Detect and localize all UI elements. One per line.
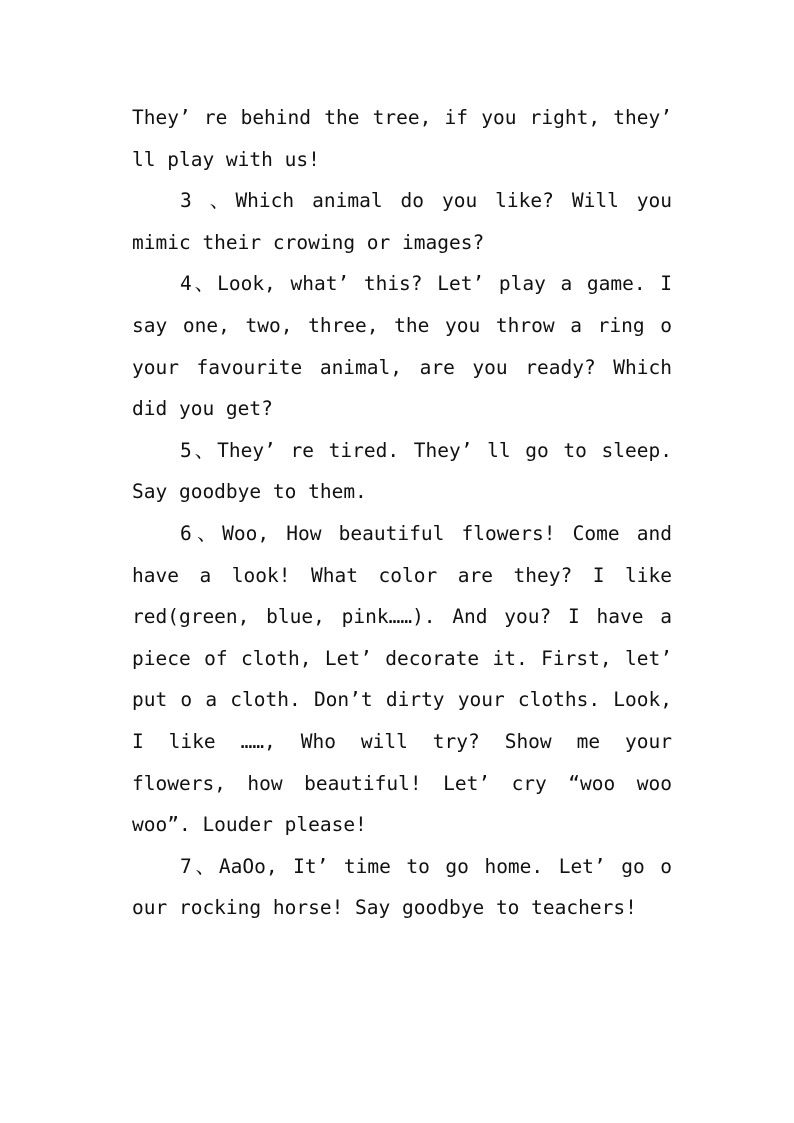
paragraph-item-4: 4、Look, what’ this? Let’ play a game. I say one, two, three, the you throw a ring o your favourite animal, are you ready? Which did you get? — [132, 272, 672, 421]
paragraph-item-6: 6、Woo, How beautiful flowers! Come and have a look! What color are they? I like red(green, blue, pink……). And you? I have a piece of cloth, Let’ decorate it. First, let’ put o a cloth. Don’t dirty your cloths. Look, I like ……, Who will try? Show me your flowers, how beautiful! Let’ cry “woo woo woo”. Louder please! — [132, 521, 672, 837]
paragraph-item-7: 7、AaOo, It’ time to go home. Let’ go o our rocking horse! Say goodbye to teachers! — [132, 854, 672, 920]
paragraph-item-3: 3 、Which animal do you like? Will you mimic their crowing or images? — [132, 189, 672, 254]
paragraph-intro: They’ re behind the tree, if you right, they’ ll play with us! — [132, 106, 672, 171]
paragraph-item-5: 5、They’ re tired. They’ ll go to sleep. Say goodbye to them. — [132, 438, 672, 504]
document-body — [132, 97, 672, 929]
